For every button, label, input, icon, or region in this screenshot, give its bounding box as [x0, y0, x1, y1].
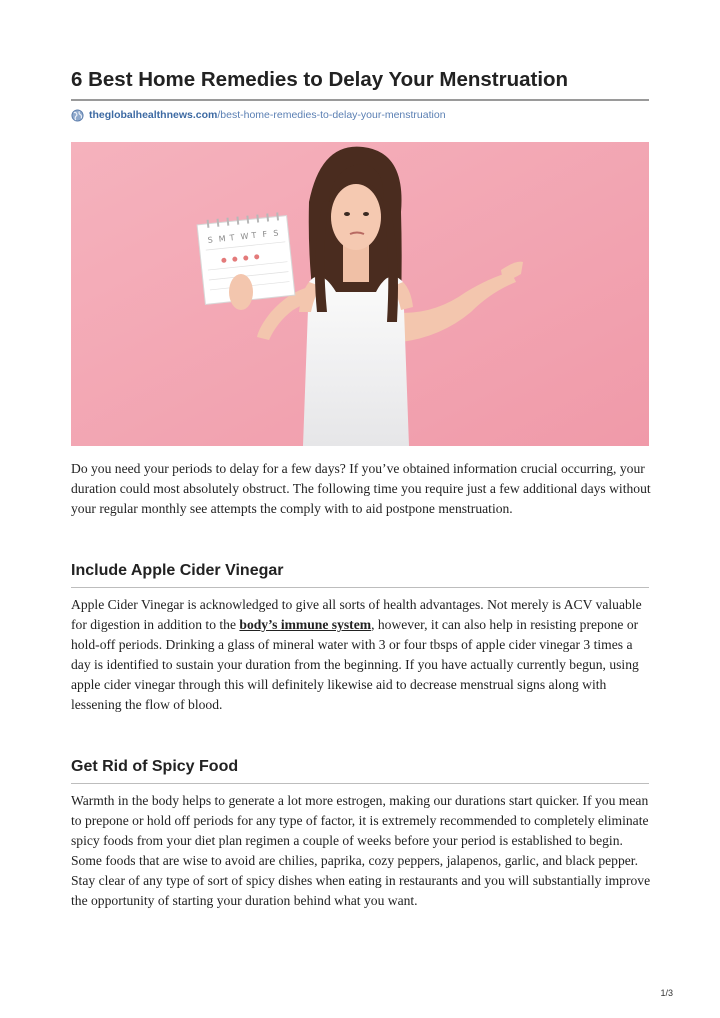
section-paragraph: Warmth in the body helps to generate a lot more estrogen, making our durations start quicker. If you mean to prepone or hold off periods for any type of factor, it is extremely recommended to completely eliminate spicy foods from your diet plan regimen a couple of weeks before your period is established to begin. Some foods that are wise to avoid are chilies, paprika, cozy peppers, jalapenos, garlic, and black pepper. Stay clear of any type of sort of spicy dishes when eating in restaurants and you will substantially improve the opportunity of starting your duration behind what you want.: [71, 793, 651, 908]
calendar-day-label: S: [207, 235, 214, 245]
calendar-day-label: W: [240, 231, 249, 242]
section-heading: Get Rid of Spicy Food: [71, 758, 239, 775]
immune-system-link[interactable]: body’s immune system: [239, 617, 372, 632]
calendar-day-label: F: [261, 229, 268, 240]
hero-image: [71, 142, 649, 446]
section-divider: [71, 587, 649, 588]
calendar-day-label: S: [272, 228, 279, 238]
section-heading: Include Apple Cider Vinegar: [71, 562, 284, 579]
paragraph-text: , however, it can also help in resisting prepone or hold-off periods. Drinking a glass of mineral water with 3 or four tbsps of apple cider vinegar 3 times a day is identified to sustain your duration from the beginning. If you have actually currently begun, using apple cider vinegar through this will definitely likewise aid to decrease menstrual signs along with lessening the flow of blood.: [71, 617, 639, 712]
page-indicator: 1/3: [660, 988, 673, 998]
source-link[interactable]: [71, 107, 446, 123]
source-domain[interactable]: theglobalhealthnews.com: [89, 109, 218, 121]
source-path[interactable]: /best-home-remedies-to-delay-your-menstruation: [217, 109, 446, 121]
globe-icon: [71, 109, 84, 122]
calendar-day-label: M: [218, 234, 227, 244]
page-title: 6 Best Home Remedies to Delay Your Menstruation: [71, 68, 569, 91]
intro-paragraph: Do you need your periods to delay for a few days? If you’ve obtained information crucial occurring, your duration could most absolutely obstruct. The following time you require just a few additional days without your regular monthly see attempts the comply with to aid postpone menstruation.: [71, 461, 651, 516]
section-paragraph: [71, 595, 651, 715]
calendar-day-label: T: [251, 230, 257, 241]
section-divider: [71, 783, 649, 784]
title-divider: [71, 99, 649, 101]
paragraph-text: Apple Cider Vinegar is acknowledged to give all sorts of health advantages. Not merely is ACV valuable for digestion in addition to the: [71, 597, 642, 632]
calendar-day-label: T: [229, 233, 235, 243]
